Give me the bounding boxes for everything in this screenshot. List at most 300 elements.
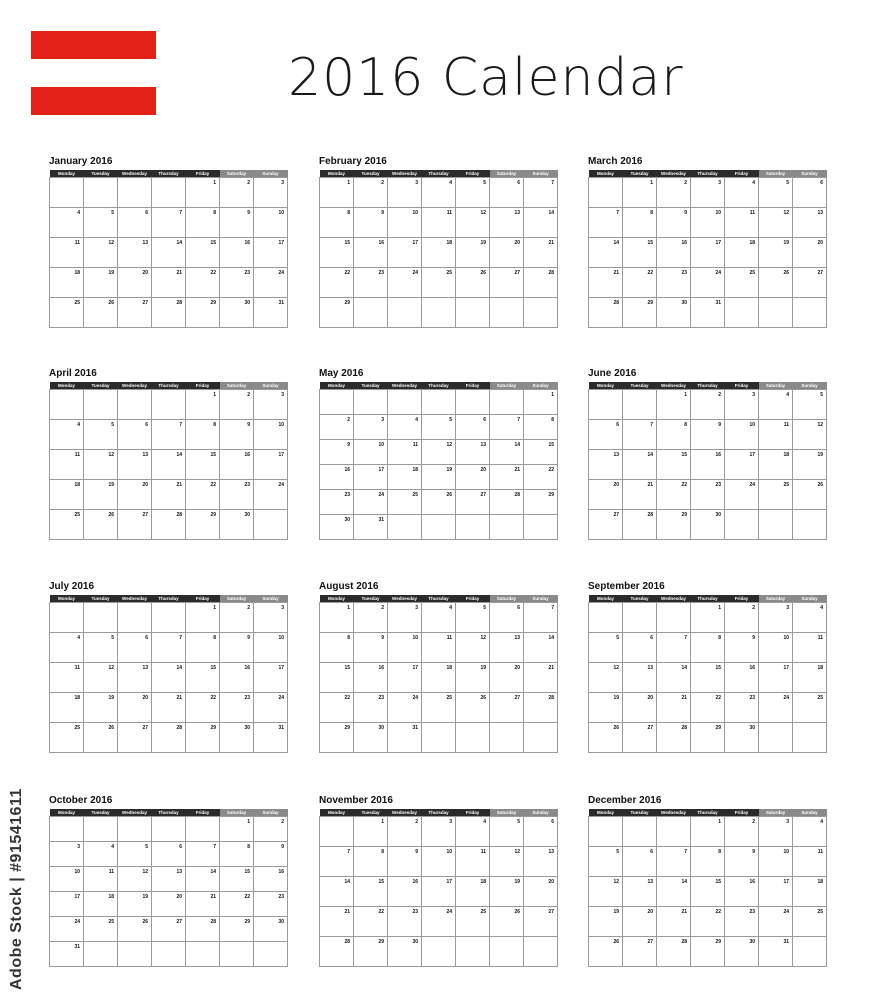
day-number: 19 bbox=[446, 467, 452, 473]
day-number: 9 bbox=[381, 210, 384, 216]
day-cell bbox=[118, 238, 152, 268]
day-cell bbox=[623, 723, 657, 753]
day-cell bbox=[490, 663, 524, 693]
week-row bbox=[589, 480, 827, 510]
day-cell bbox=[84, 450, 118, 480]
weekday-header: Friday bbox=[186, 595, 220, 603]
day-number: 20 bbox=[548, 879, 554, 885]
day-number: 22 bbox=[210, 482, 216, 488]
day-number: 15 bbox=[344, 240, 350, 246]
day-cell bbox=[152, 817, 186, 842]
day-cell bbox=[793, 480, 827, 510]
day-cell bbox=[84, 390, 118, 420]
day-number: 28 bbox=[647, 512, 653, 518]
day-number: 7 bbox=[179, 635, 182, 641]
day-number: 28 bbox=[548, 695, 554, 701]
day-cell bbox=[152, 723, 186, 753]
day-number: 22 bbox=[548, 467, 554, 473]
day-number: 26 bbox=[613, 725, 619, 731]
day-cell bbox=[118, 390, 152, 420]
day-number: 6 bbox=[145, 635, 148, 641]
day-number: 12 bbox=[480, 635, 486, 641]
day-number: 10 bbox=[278, 210, 284, 216]
day-number: 20 bbox=[647, 909, 653, 915]
day-cell bbox=[490, 298, 524, 328]
day-number: 28 bbox=[681, 725, 687, 731]
day-cell bbox=[254, 298, 288, 328]
week-row bbox=[589, 937, 827, 967]
day-cell bbox=[759, 633, 793, 663]
day-cell bbox=[422, 465, 456, 490]
day-cell bbox=[50, 663, 84, 693]
day-cell bbox=[254, 603, 288, 633]
month-title: November 2016 bbox=[319, 795, 393, 806]
day-number: 14 bbox=[514, 442, 520, 448]
day-cell bbox=[759, 877, 793, 907]
day-number: 30 bbox=[681, 300, 687, 306]
day-number: 21 bbox=[548, 665, 554, 671]
day-number: 16 bbox=[244, 452, 250, 458]
day-cell bbox=[456, 723, 490, 753]
day-cell bbox=[793, 390, 827, 420]
day-number: 12 bbox=[613, 879, 619, 885]
day-cell bbox=[320, 268, 354, 298]
day-cell bbox=[118, 663, 152, 693]
day-number: 23 bbox=[278, 894, 284, 900]
day-cell bbox=[388, 440, 422, 465]
month-grid bbox=[588, 382, 827, 540]
day-cell bbox=[657, 178, 691, 208]
month-block bbox=[588, 581, 828, 753]
day-number: 8 bbox=[213, 210, 216, 216]
day-number: 2 bbox=[247, 180, 250, 186]
day-cell bbox=[725, 603, 759, 633]
week-row bbox=[320, 515, 558, 540]
day-number: 1 bbox=[650, 180, 653, 186]
day-number: 5 bbox=[616, 635, 619, 641]
day-number: 30 bbox=[715, 512, 721, 518]
day-number: 17 bbox=[783, 665, 789, 671]
month-title: December 2016 bbox=[588, 795, 662, 806]
day-cell bbox=[354, 907, 388, 937]
day-number: 10 bbox=[749, 422, 755, 428]
week-row bbox=[50, 298, 288, 328]
day-number: 6 bbox=[616, 422, 619, 428]
weekday-header: Sunday bbox=[793, 595, 827, 603]
weekday-header: Tuesday bbox=[623, 170, 657, 178]
day-number: 5 bbox=[517, 819, 520, 825]
month-grid bbox=[319, 595, 558, 753]
day-cell bbox=[320, 238, 354, 268]
day-cell bbox=[118, 817, 152, 842]
weekday-header-row bbox=[589, 595, 827, 603]
weekday-header: Thursday bbox=[691, 595, 725, 603]
day-cell bbox=[759, 907, 793, 937]
day-cell bbox=[490, 268, 524, 298]
day-number: 12 bbox=[446, 442, 452, 448]
weekday-header: Thursday bbox=[422, 809, 456, 817]
day-number: 18 bbox=[412, 467, 418, 473]
day-number: 2 bbox=[718, 392, 721, 398]
day-cell bbox=[422, 603, 456, 633]
day-number: 18 bbox=[446, 240, 452, 246]
day-cell bbox=[84, 817, 118, 842]
day-cell bbox=[657, 480, 691, 510]
day-cell bbox=[50, 510, 84, 540]
day-cell bbox=[524, 440, 558, 465]
day-number: 16 bbox=[715, 452, 721, 458]
day-number: 25 bbox=[817, 695, 823, 701]
day-cell bbox=[589, 510, 623, 540]
week-row bbox=[50, 390, 288, 420]
day-cell bbox=[50, 867, 84, 892]
day-number: 20 bbox=[142, 695, 148, 701]
day-cell bbox=[50, 723, 84, 753]
day-cell bbox=[354, 415, 388, 440]
day-number: 6 bbox=[820, 180, 823, 186]
day-cell bbox=[118, 867, 152, 892]
day-cell bbox=[691, 178, 725, 208]
week-row bbox=[589, 817, 827, 847]
day-cell bbox=[186, 663, 220, 693]
day-cell bbox=[254, 510, 288, 540]
day-cell bbox=[623, 420, 657, 450]
day-number: 2 bbox=[347, 417, 350, 423]
weekday-header: Wednesday bbox=[388, 595, 422, 603]
month-block bbox=[49, 795, 289, 967]
day-number: 1 bbox=[551, 392, 554, 398]
week-row bbox=[320, 693, 558, 723]
day-cell bbox=[793, 268, 827, 298]
day-cell bbox=[118, 892, 152, 917]
week-row bbox=[589, 238, 827, 268]
weekday-header: Wednesday bbox=[388, 170, 422, 178]
day-cell bbox=[657, 390, 691, 420]
day-cell bbox=[354, 298, 388, 328]
day-cell bbox=[220, 917, 254, 942]
day-number: 13 bbox=[514, 635, 520, 641]
day-number: 17 bbox=[278, 240, 284, 246]
day-cell bbox=[422, 633, 456, 663]
day-cell bbox=[725, 633, 759, 663]
day-number: 6 bbox=[650, 635, 653, 641]
day-cell bbox=[759, 693, 793, 723]
weekday-header: Monday bbox=[320, 170, 354, 178]
day-cell bbox=[186, 817, 220, 842]
month-title: July 2016 bbox=[49, 581, 95, 592]
day-cell bbox=[84, 917, 118, 942]
day-cell bbox=[50, 208, 84, 238]
day-number: 11 bbox=[74, 240, 80, 246]
day-cell bbox=[725, 268, 759, 298]
day-number: 11 bbox=[108, 869, 114, 875]
day-cell bbox=[524, 633, 558, 663]
day-number: 29 bbox=[715, 725, 721, 731]
weekday-header: Monday bbox=[589, 382, 623, 390]
day-cell bbox=[152, 603, 186, 633]
month-title: September 2016 bbox=[588, 581, 665, 592]
weekday-header: Saturday bbox=[759, 809, 793, 817]
day-cell bbox=[490, 440, 524, 465]
day-number: 3 bbox=[752, 392, 755, 398]
weekday-header-row bbox=[50, 595, 288, 603]
day-cell bbox=[320, 817, 354, 847]
day-cell bbox=[793, 847, 827, 877]
day-number: 20 bbox=[514, 665, 520, 671]
day-cell bbox=[84, 208, 118, 238]
day-number: 4 bbox=[820, 819, 823, 825]
day-cell bbox=[793, 510, 827, 540]
day-number: 4 bbox=[111, 844, 114, 850]
week-row bbox=[320, 663, 558, 693]
day-cell bbox=[320, 415, 354, 440]
day-number: 18 bbox=[74, 482, 80, 488]
week-row bbox=[320, 440, 558, 465]
day-number: 9 bbox=[752, 635, 755, 641]
day-cell bbox=[456, 298, 490, 328]
day-cell bbox=[186, 867, 220, 892]
day-cell bbox=[589, 847, 623, 877]
day-cell bbox=[254, 817, 288, 842]
day-number: 31 bbox=[378, 517, 384, 523]
day-cell bbox=[691, 603, 725, 633]
day-number: 16 bbox=[344, 467, 350, 473]
day-cell bbox=[84, 298, 118, 328]
day-number: 10 bbox=[446, 849, 452, 855]
day-number: 9 bbox=[684, 210, 687, 216]
day-cell bbox=[422, 515, 456, 540]
day-cell bbox=[422, 390, 456, 415]
day-cell bbox=[50, 420, 84, 450]
day-cell bbox=[354, 390, 388, 415]
day-number: 22 bbox=[344, 270, 350, 276]
day-number: 13 bbox=[142, 240, 148, 246]
weekday-header: Thursday bbox=[691, 809, 725, 817]
day-number: 6 bbox=[517, 605, 520, 611]
day-cell bbox=[589, 208, 623, 238]
day-cell bbox=[186, 917, 220, 942]
day-number: 15 bbox=[210, 452, 216, 458]
day-number: 23 bbox=[412, 909, 418, 915]
day-cell bbox=[84, 663, 118, 693]
day-cell bbox=[490, 208, 524, 238]
day-cell bbox=[152, 942, 186, 967]
day-number: 24 bbox=[783, 909, 789, 915]
day-number: 17 bbox=[74, 894, 80, 900]
day-number: 29 bbox=[378, 939, 384, 945]
day-number: 24 bbox=[783, 695, 789, 701]
day-cell bbox=[186, 723, 220, 753]
day-cell bbox=[118, 603, 152, 633]
day-cell bbox=[50, 268, 84, 298]
day-cell bbox=[691, 450, 725, 480]
day-number: 22 bbox=[715, 695, 721, 701]
day-cell bbox=[456, 268, 490, 298]
day-cell bbox=[388, 390, 422, 415]
day-cell bbox=[254, 390, 288, 420]
day-number: 25 bbox=[749, 270, 755, 276]
day-cell bbox=[320, 877, 354, 907]
day-cell bbox=[490, 603, 524, 633]
day-number: 25 bbox=[446, 270, 452, 276]
week-row bbox=[589, 847, 827, 877]
day-cell bbox=[118, 510, 152, 540]
day-cell bbox=[691, 390, 725, 420]
day-cell bbox=[793, 208, 827, 238]
day-cell bbox=[589, 817, 623, 847]
week-row bbox=[50, 693, 288, 723]
weekday-header: Friday bbox=[725, 595, 759, 603]
day-cell bbox=[589, 723, 623, 753]
day-cell bbox=[725, 178, 759, 208]
day-cell bbox=[725, 450, 759, 480]
day-cell bbox=[589, 268, 623, 298]
day-cell bbox=[320, 298, 354, 328]
month-grid bbox=[319, 170, 558, 328]
day-cell bbox=[422, 490, 456, 515]
weekday-header: Monday bbox=[589, 170, 623, 178]
day-number: 1 bbox=[718, 819, 721, 825]
day-cell bbox=[152, 420, 186, 450]
day-number: 6 bbox=[517, 180, 520, 186]
day-cell bbox=[623, 937, 657, 967]
day-number: 11 bbox=[74, 665, 80, 671]
weekday-header: Saturday bbox=[490, 809, 524, 817]
weekday-header: Thursday bbox=[422, 170, 456, 178]
weekday-header: Tuesday bbox=[84, 809, 118, 817]
day-cell bbox=[691, 723, 725, 753]
day-cell bbox=[422, 877, 456, 907]
day-cell bbox=[84, 892, 118, 917]
weekday-header: Friday bbox=[456, 595, 490, 603]
day-cell bbox=[118, 450, 152, 480]
day-cell bbox=[589, 603, 623, 633]
day-cell bbox=[657, 817, 691, 847]
month-grid bbox=[49, 170, 288, 328]
day-number: 6 bbox=[179, 844, 182, 850]
day-cell bbox=[691, 420, 725, 450]
day-number: 4 bbox=[77, 210, 80, 216]
day-cell bbox=[320, 490, 354, 515]
day-number: 25 bbox=[817, 909, 823, 915]
day-cell bbox=[254, 208, 288, 238]
day-cell bbox=[657, 298, 691, 328]
day-number: 8 bbox=[347, 210, 350, 216]
day-number: 22 bbox=[210, 695, 216, 701]
day-cell bbox=[793, 907, 827, 937]
day-cell bbox=[422, 847, 456, 877]
week-row bbox=[320, 415, 558, 440]
weekday-header-row bbox=[50, 382, 288, 390]
weekday-header: Saturday bbox=[759, 595, 793, 603]
day-cell bbox=[657, 450, 691, 480]
weekday-header: Tuesday bbox=[623, 809, 657, 817]
day-cell bbox=[186, 420, 220, 450]
weekday-header: Sunday bbox=[793, 382, 827, 390]
day-number: 21 bbox=[647, 482, 653, 488]
day-cell bbox=[388, 208, 422, 238]
day-number: 22 bbox=[681, 482, 687, 488]
day-cell bbox=[524, 298, 558, 328]
day-cell bbox=[524, 490, 558, 515]
day-cell bbox=[118, 298, 152, 328]
day-cell bbox=[220, 817, 254, 842]
weekday-header: Tuesday bbox=[84, 170, 118, 178]
day-cell bbox=[422, 238, 456, 268]
day-cell bbox=[388, 907, 422, 937]
day-cell bbox=[152, 510, 186, 540]
day-cell bbox=[220, 663, 254, 693]
day-number: 29 bbox=[344, 300, 350, 306]
day-cell bbox=[524, 465, 558, 490]
day-cell bbox=[623, 450, 657, 480]
day-cell bbox=[152, 917, 186, 942]
weekday-header: Saturday bbox=[220, 382, 254, 390]
day-cell bbox=[254, 917, 288, 942]
day-cell bbox=[623, 877, 657, 907]
day-number: 2 bbox=[247, 605, 250, 611]
day-number: 21 bbox=[176, 695, 182, 701]
day-number: 5 bbox=[616, 849, 619, 855]
day-number: 18 bbox=[74, 695, 80, 701]
month-grid bbox=[49, 809, 288, 967]
weekday-header: Wednesday bbox=[118, 595, 152, 603]
month-block bbox=[49, 156, 289, 328]
day-number: 17 bbox=[378, 467, 384, 473]
weekday-header: Saturday bbox=[220, 809, 254, 817]
day-cell bbox=[623, 298, 657, 328]
day-number: 16 bbox=[244, 665, 250, 671]
day-cell bbox=[623, 390, 657, 420]
day-number: 26 bbox=[446, 492, 452, 498]
day-number: 23 bbox=[244, 695, 250, 701]
day-number: 25 bbox=[74, 725, 80, 731]
day-cell bbox=[793, 693, 827, 723]
weekday-header: Thursday bbox=[691, 382, 725, 390]
day-cell bbox=[50, 942, 84, 967]
day-cell bbox=[186, 633, 220, 663]
day-number: 2 bbox=[752, 605, 755, 611]
day-cell bbox=[524, 515, 558, 540]
day-number: 3 bbox=[281, 605, 284, 611]
day-number: 25 bbox=[108, 919, 114, 925]
day-cell bbox=[623, 817, 657, 847]
day-number: 21 bbox=[681, 695, 687, 701]
day-cell bbox=[388, 465, 422, 490]
day-number: 18 bbox=[783, 452, 789, 458]
day-number: 3 bbox=[786, 605, 789, 611]
day-cell bbox=[254, 420, 288, 450]
day-number: 31 bbox=[715, 300, 721, 306]
day-cell bbox=[220, 178, 254, 208]
day-cell bbox=[220, 208, 254, 238]
day-number: 13 bbox=[817, 210, 823, 216]
day-number: 16 bbox=[244, 240, 250, 246]
day-cell bbox=[759, 480, 793, 510]
day-number: 25 bbox=[783, 482, 789, 488]
day-cell bbox=[524, 877, 558, 907]
weekday-header: Wednesday bbox=[657, 595, 691, 603]
day-number: 21 bbox=[344, 909, 350, 915]
day-number: 20 bbox=[480, 467, 486, 473]
day-cell bbox=[623, 480, 657, 510]
day-number: 10 bbox=[74, 869, 80, 875]
day-number: 17 bbox=[446, 879, 452, 885]
day-cell bbox=[254, 867, 288, 892]
month-grid bbox=[588, 170, 827, 328]
day-number: 13 bbox=[647, 665, 653, 671]
day-cell bbox=[84, 268, 118, 298]
